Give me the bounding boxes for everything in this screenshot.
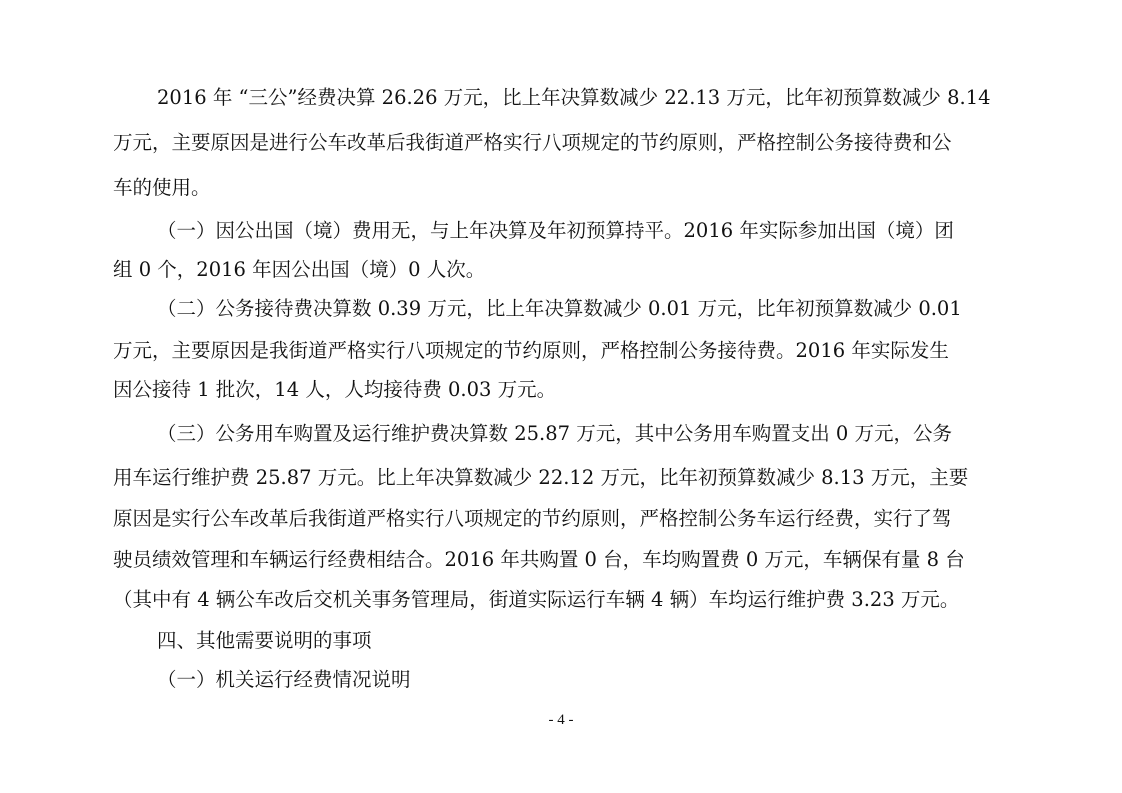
paragraph-4-line-1: （三）公务用车购置及运行维护费决算数 25.87 万元，其中公务用车购置支出 0 万元，公务 — [157, 422, 953, 445]
paragraph-3-line-2: 万元，主要原因是我街道严格实行八项规定的节约原则，严格控制公务接待费。2016 年实际发生 — [113, 339, 949, 362]
paragraph-4-line-3: 原因是实行公车改革后我街道严格实行八项规定的节约原则，严格控制公务车运行经费，实行了驾 — [113, 507, 952, 530]
paragraph-1-line-1: 2016 年 “三公”经费决算 26.26 万元，比上年决算数减少 22.13 万元，比年初预算数减少 8.14 — [157, 86, 991, 109]
paragraph-4-line-5: （其中有 4 辆公车改后交机关事务管理局，街道实际运行车辆 4 辆）车均运行维护费 3.23 万元。 — [113, 588, 960, 611]
paragraph-1-line-2: 万元，主要原因是进行公车改革后我街道严格实行八项规定的节约原则，严格控制公务接待费和公 — [113, 131, 952, 154]
paragraph-2-line-1: （一）因公出国（境）费用无，与上年决算及年初预算持平。2016 年实际参加出国（境）团 — [157, 219, 954, 242]
paragraph-4-line-2: 用车运行维护费 25.87 万元。比上年决算数减少 22.12 万元，比年初预算数减少 8.13 万元，主要 — [113, 466, 969, 489]
paragraph-3-line-3: 因公接待 1 批次，14 人，人均接待费 0.03 万元。 — [113, 378, 557, 401]
paragraph-1-line-3: 车的使用。 — [113, 176, 211, 199]
paragraph-4-line-4: 驶员绩效管理和车辆运行经费相结合。2016 年共购置 0 台，车均购置费 0 万元，车辆保有量 8 台 — [113, 548, 965, 571]
subsection-heading: （一）机关运行经费情况说明 — [157, 668, 411, 691]
paragraph-2-line-2: 组 0 个，2016 年因公出国（境）0 人次。 — [113, 258, 486, 281]
section-heading: 四、其他需要说明的事项 — [157, 629, 372, 652]
page-number: - 4 - — [548, 712, 574, 728]
paragraph-3-line-1: （二）公务接待费决算数 0.39 万元，比上年决算数减少 0.01 万元，比年初预算数减少 0.01 — [157, 297, 962, 320]
